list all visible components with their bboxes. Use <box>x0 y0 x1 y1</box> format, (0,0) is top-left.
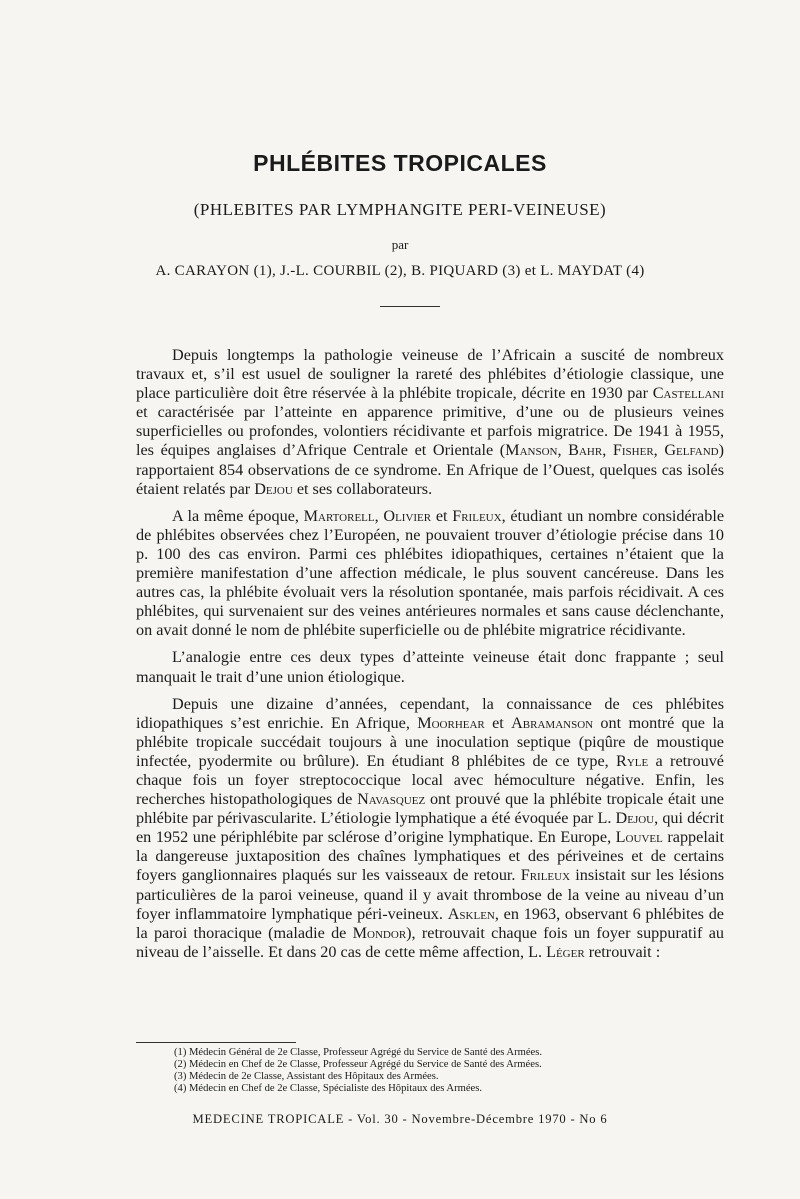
author-name: Dejou <box>254 479 293 498</box>
author-name: Castellani <box>652 384 724 403</box>
text-run: , qui décrit en 1952 une périphlébite par sclérose d’origine lymphatique. En Europe, <box>136 809 724 847</box>
footnote-item: (2) Médecin en Chef de 2e Classe, Professeur Agrégé du Service de Santé des Armées. <box>174 1059 542 1070</box>
footnote-item: (4) Médecin en Chef de 2e Classe, Spécialiste des Hôpitaux des Armées. <box>174 1083 483 1094</box>
text-run: Depuis une dizaine d’années, cependant, la connaissance de ces phlébites idiopathiques s’est enrichie. En Afrique, <box>136 694 724 732</box>
text-run: insistait sur les lésions particulières de la paroi veineuse, quand il y avait thrombose de la veine au niveau d’un foyer inflammatoire lymphatique péri-veineux. <box>136 866 724 923</box>
author-name: Gelfand <box>664 441 719 460</box>
author-name: Frileux <box>452 506 502 525</box>
text-run: ), retrouvait chaque fois un foyer suppuratif au niveau de l’aisselle. Et dans 20 cas de cette même affection, L. <box>136 923 724 961</box>
author-name: Dejou <box>615 809 655 828</box>
author-name: Mondor <box>352 923 407 942</box>
header-divider <box>380 306 440 307</box>
author-name: Louvel <box>615 828 663 847</box>
byline-par: par <box>391 237 409 252</box>
text-run: et <box>431 506 453 525</box>
article-title: PHLÉBITES TROPICALES <box>253 150 547 176</box>
article-subtitle: (PHLEBITES PAR LYMPHANGITE PERI-VEINEUSE) <box>193 200 607 219</box>
footnotes <box>174 1047 734 1095</box>
footnote-item: (1) Médecin Général de 2e Classe, Professeur Agrégé du Service de Santé des Armées. <box>174 1047 543 1058</box>
text-run: , <box>374 506 384 525</box>
author-name: Léger <box>546 942 585 961</box>
body-paragraph <box>136 346 724 499</box>
text-run: , <box>557 441 569 460</box>
author-name: Martorell <box>303 506 375 525</box>
author-name: Olivier <box>383 506 432 525</box>
body-paragraph <box>136 695 724 962</box>
text-run: et ses collaborateurs. <box>292 479 433 498</box>
text-run: et caractérisée par l’atteinte en apparence primitive, d’une ou de plusieurs veines superficielles ou profondes, volontiers récidivante et parfois migratrice. De 1941 à 1955, les équipes anglaises d’Afrique Centrale et Orientale ( <box>136 403 724 460</box>
text-run: , en 1963, observant 6 phlébites de la paroi thoracique (maladie de <box>136 904 724 942</box>
author-name: Asklen <box>447 904 495 923</box>
footnote-divider <box>136 1042 296 1043</box>
author-name: Moorhear <box>417 713 485 732</box>
text-run: retrouvait : <box>584 942 661 961</box>
text-run: A la même époque, <box>172 506 304 525</box>
text-run: ) rapportaient 854 observations de ce syndrome. En Afrique de l’Ouest, quelques cas isolés étaient relatés par <box>136 441 725 498</box>
text-run: L’analogie entre ces deux types d’atteinte veineuse était donc frappante ; seul manquait le trait d’une union étiologique. <box>136 648 724 686</box>
author-name: Ryle <box>616 751 649 770</box>
author-name: Frileux <box>520 866 571 885</box>
text-run: , étudiant un nombre considérable de phlébites observées chez l’Européen, ne pouvaient trouver d’étiologie précise dans 10 p. 100 des cas environ. Parmi ces phlébites idiopathiques, certaines n’étaient que la première manifestation d’une affection médicale, le plus souvent cancéreuse. Dans les autres cas, la phlébite évoluait vers la résolution spontanée, mais parfois récidivait. A ces phlébites, qui survenaient sur des veines antérieures normales et sans cause déclenchante, on avait donné le nom de phlébite superficielle ou de phlébite migratrice récidivante. <box>136 506 724 640</box>
body-paragraph <box>136 648 724 686</box>
text-run: , <box>602 441 613 460</box>
article-body <box>136 346 724 970</box>
body-paragraph <box>136 507 724 641</box>
author-list: A. CARAYON (1), J.-L. COURBIL (2), B. PIQUARD (3) et L. MAYDAT (4) <box>155 263 645 279</box>
text-run: , <box>653 441 665 460</box>
author-name: Abramanson <box>511 713 594 732</box>
text-run: a retrouvé chaque fois un foyer streptococcique local avec hémoculture négative. Enfin, les recherches histopathologiques de <box>136 751 724 809</box>
author-name: Fisher <box>612 441 654 460</box>
text-run: ont prouvé que la phlébite tropicale était une phlébite par périvascularite. L’étiologie lymphatique a été évoquée par L. <box>136 790 724 828</box>
author-name: Navasquez <box>357 790 426 809</box>
text-run: ont montré que la phlébite tropicale succédait toujours à une inoculation septique (piqûre de moustique infectée, pyodermite ou brûlure). En étudiant 8 phlébites de ce type, <box>136 713 725 770</box>
running-footer: MEDECINE TROPICALE - Vol. 30 - Novembre-Décembre 1970 - No 6 <box>192 1112 608 1126</box>
footnote-item: (3) Médecin de 2e Classe, Assistant des Hôpitaux des Armées. <box>174 1071 439 1082</box>
author-name: Manson <box>505 441 558 460</box>
text-run: et <box>484 713 512 732</box>
text-run: rappelait la dangereuse juxtaposition des chaînes lymphatiques et des périveines et de certains foyers ganglionnaires plaqués sur les vaisseaux de retour. <box>136 828 725 885</box>
text-run: Depuis longtemps la pathologie veineuse de l’Africain a suscité de nombreux travaux et, s’il est usuel de souligner la rareté des phlébites d’étiologie classique, une place particulière doit être réservée à la phlébite tropicale, décrite en 1930 par <box>136 346 724 403</box>
author-name: Bahr <box>568 441 603 460</box>
